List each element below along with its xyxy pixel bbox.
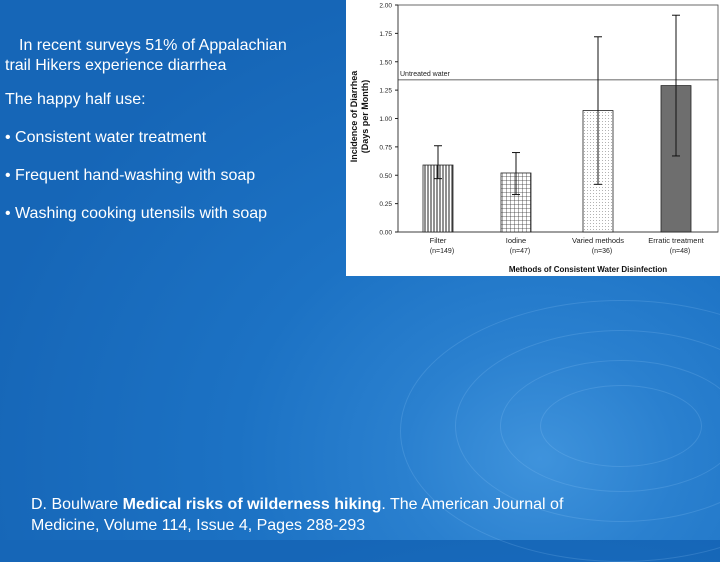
y-tick-label: 1.75	[379, 30, 392, 38]
x-category-label: Erratic treatment	[648, 236, 704, 245]
intro-text	[5, 36, 343, 76]
x-axis-label: Methods of Consistent Water Disinfection	[508, 265, 668, 274]
y-tick-label: 0.00	[379, 229, 392, 237]
bar-chart	[346, 0, 720, 276]
x-category-label: Filter	[429, 236, 447, 245]
intro-line-2: trail Hikers experience diarrhea	[5, 57, 227, 74]
x-category-sample-size: (n=48)	[669, 248, 691, 255]
bullet-item: • Washing cooking utensils with soap	[5, 205, 268, 222]
citation	[31, 494, 701, 536]
y-tick-label: 1.50	[379, 59, 392, 67]
x-category-label: Iodine	[505, 236, 527, 245]
x-category-sample-size: (n=149)	[429, 248, 455, 255]
y-axis-label-line-1: Incidence of Diarrhea	[349, 70, 359, 163]
citation-title: Medical risks of wilderness hiking	[122, 496, 382, 513]
y-tick-label: 1.00	[379, 116, 392, 123]
x-category-sample-size: (n=47)	[509, 248, 531, 255]
x-category-sample-size: (n=36)	[591, 248, 613, 255]
y-axis-label-line-2: (Days per Month)	[360, 79, 370, 154]
x-categories-group	[430, 236, 705, 255]
untreated-water-label: Untreated water	[400, 70, 450, 78]
x-category-label: Varied methods	[572, 236, 624, 245]
y-tick-label: 0.25	[379, 201, 392, 209]
y-tick-label: 1.25	[379, 87, 392, 95]
bullet-item: • Frequent hand-washing with soap	[5, 167, 256, 184]
bars-group	[423, 15, 691, 232]
y-ticks-group	[379, 3, 398, 237]
citation-journal: . The American Journal of	[381, 496, 564, 513]
chart-panel	[346, 0, 720, 276]
y-tick-label: 0.50	[379, 172, 392, 180]
y-tick-label: 0.75	[379, 144, 392, 152]
citation-line-2: Medicine, Volume 114, Issue 4, Pages 288-293	[31, 517, 366, 534]
happy-half-heading: The happy half use:	[5, 91, 146, 108]
intro-line-1: In recent surveys 51% of Appalachian	[19, 37, 287, 54]
slide-text	[5, 36, 343, 224]
citation-author: D. Boulware	[31, 496, 119, 513]
y-tick-label: 2.00	[379, 2, 392, 10]
bullet-item: • Consistent water treatment	[5, 129, 207, 146]
